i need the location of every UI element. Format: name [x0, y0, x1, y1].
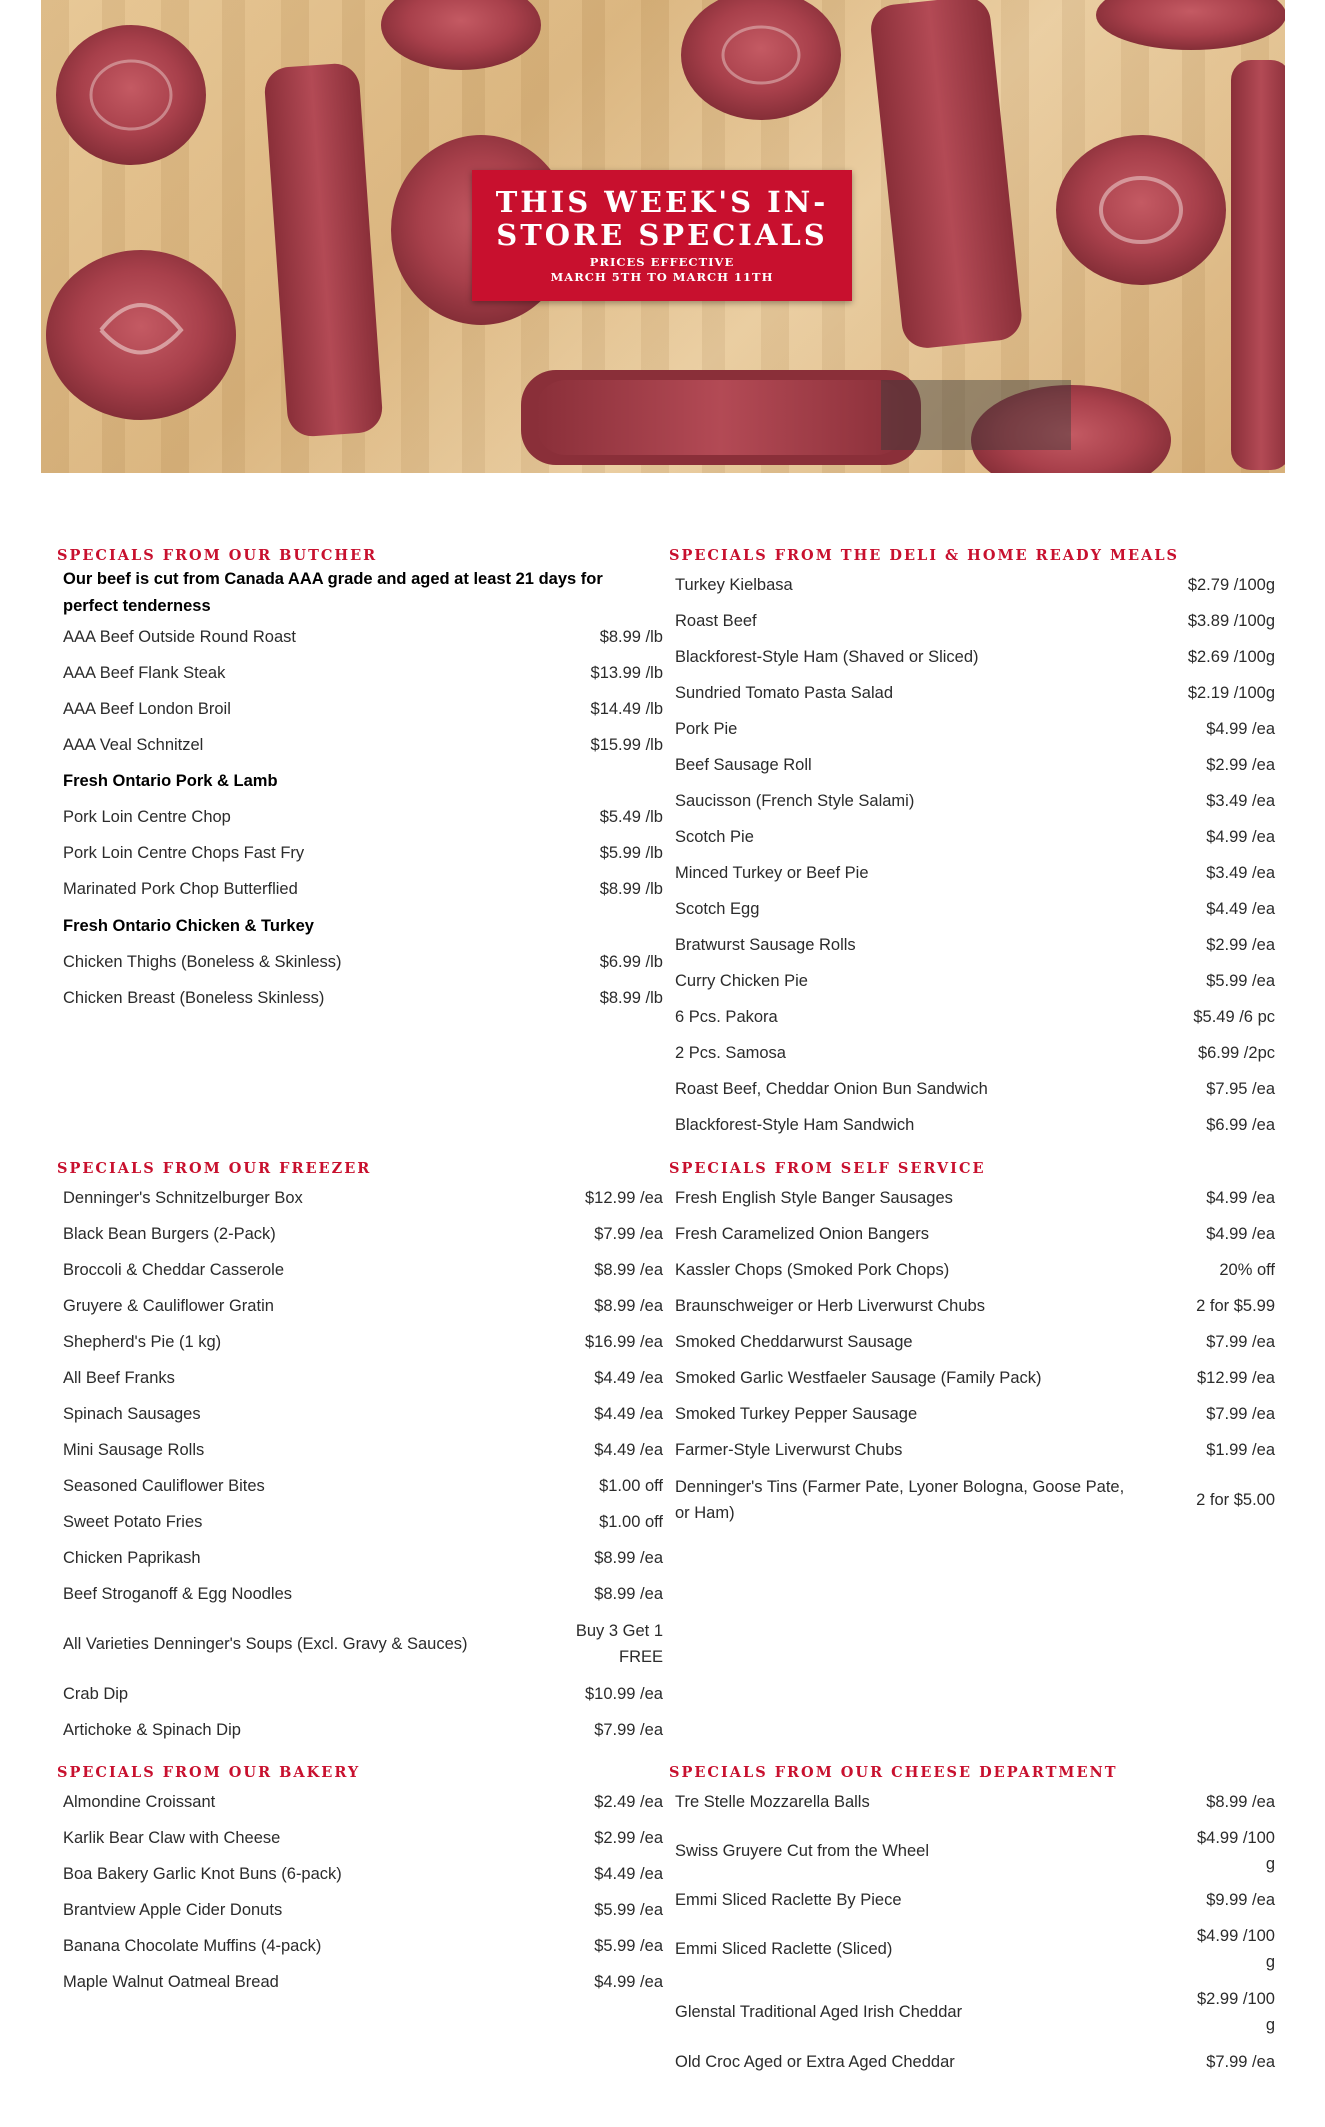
- item-price: $3.49 /ea: [1206, 864, 1275, 882]
- item-name: Boa Bakery Garlic Knot Buns (6-pack): [63, 1865, 342, 1883]
- item-name: Pork Loin Centre Chop: [63, 808, 231, 826]
- item-price: $4.99 /ea: [1206, 720, 1275, 738]
- item-price: $4.99 /ea: [1206, 828, 1275, 846]
- item-price: $14.49 /lb: [590, 700, 663, 718]
- price-line2: g: [1265, 1855, 1275, 1873]
- specials-title-banner: [472, 170, 852, 301]
- section-heading: SPECIALS FROM THE DELI & HOME READY MEALS: [669, 547, 1179, 564]
- item-name: Bratwurst Sausage Rolls: [675, 936, 856, 954]
- item-price: $5.99 /ea: [594, 1937, 663, 1955]
- item-price: $13.99 /lb: [590, 664, 663, 682]
- list-item: [57, 980, 663, 1016]
- item-price: 2 for $5.99: [1196, 1297, 1275, 1315]
- list-item: [57, 727, 663, 763]
- subheading-chicken-turkey: [57, 907, 663, 944]
- freezer-section: [57, 1158, 663, 1748]
- item-name: Beef Stroganoff & Egg Noodles: [63, 1585, 293, 1603]
- item-price: $4.49 /ea: [1206, 900, 1275, 918]
- item-price: $7.99 /ea: [594, 1721, 663, 1739]
- hero-sub-line2: MARCH 5TH TO MARCH 11TH: [550, 270, 774, 284]
- item-name: Smoked Garlic Westfaeler Sausage (Family Pack): [675, 1369, 1042, 1387]
- item-name: Saucisson (French Style Salami): [675, 792, 915, 810]
- list-item: [57, 619, 663, 655]
- hero-title-line2: STORE SPECIALS: [496, 218, 828, 252]
- item-price: $2.99 /ea: [1206, 756, 1275, 774]
- item-name: Braunschweiger or Herb Liverwurst Chubs: [675, 1297, 985, 1315]
- item-price: 20% off: [1219, 1261, 1275, 1279]
- list-item: [669, 639, 1275, 675]
- list-item: [57, 835, 663, 871]
- list-item: [669, 675, 1275, 711]
- item-price: $8.99 /ea: [594, 1585, 663, 1603]
- list-item: [669, 1107, 1275, 1143]
- item-name: Sweet Potato Fries: [63, 1513, 203, 1531]
- list-item: [669, 1980, 1275, 2044]
- item-price: $5.99 /ea: [1206, 972, 1275, 990]
- list-item: [57, 691, 663, 727]
- item-price: $5.49 /6 pc: [1193, 1008, 1275, 1026]
- list-item: [669, 891, 1275, 927]
- item-name: Brantview Apple Cider Donuts: [63, 1901, 283, 1919]
- item-price: [1197, 1986, 1275, 2038]
- price-line2: g: [1265, 2016, 1275, 2034]
- list-item: [669, 1882, 1275, 1918]
- price-line2: FREE: [618, 1648, 663, 1666]
- item-price: $5.99 /ea: [594, 1901, 663, 1919]
- item-name: Karlik Bear Claw with Cheese: [63, 1829, 281, 1847]
- item-price: $8.99 /lb: [599, 989, 663, 1007]
- item-name: AAA Beef London Broil: [63, 700, 231, 718]
- list-item: [669, 855, 1275, 891]
- hero-subtitle: [472, 255, 852, 285]
- hero-banner-image: [41, 0, 1285, 473]
- item-price: $8.99 /ea: [594, 1297, 663, 1315]
- item-name: Denninger's Schnitzelburger Box: [63, 1189, 303, 1207]
- bakery-section: [57, 1762, 663, 2000]
- list-item: [669, 1918, 1275, 1980]
- list-item: [57, 1676, 663, 1712]
- list-item: [669, 1071, 1275, 1107]
- item-name: Pork Loin Centre Chops Fast Fry: [63, 844, 305, 862]
- list-item: [669, 1820, 1275, 1882]
- item-price: $2.79 /100g: [1187, 576, 1275, 594]
- item-name: Kassler Chops (Smoked Pork Chops): [675, 1261, 950, 1279]
- section-heading: SPECIALS FROM OUR BAKERY: [57, 1764, 361, 1781]
- item-price: $5.49 /lb: [599, 808, 663, 826]
- item-price: [1197, 1825, 1275, 1877]
- item-price: $3.49 /ea: [1206, 792, 1275, 810]
- item-name: Farmer-Style Liverwurst Chubs: [675, 1441, 903, 1459]
- list-item: [57, 1892, 663, 1928]
- hero-title-line1: THIS WEEK'S IN-: [495, 185, 829, 219]
- item-price: $2.99 /ea: [594, 1829, 663, 1847]
- item-price: $6.99 /lb: [599, 953, 663, 971]
- list-item: [57, 1324, 663, 1360]
- item-name: Emmi Sliced Raclette By Piece: [675, 1891, 902, 1909]
- item-price: 2 for $5.00: [1196, 1491, 1275, 1509]
- item-name: Swiss Gruyere Cut from the Wheel: [675, 1842, 929, 1860]
- list-item: [669, 819, 1275, 855]
- list-item: [57, 944, 663, 980]
- cheese-section: [669, 1762, 1275, 2080]
- item-price: $5.99 /lb: [599, 844, 663, 862]
- item-name: Smoked Turkey Pepper Sausage: [675, 1405, 918, 1423]
- item-name: All Beef Franks: [63, 1369, 175, 1387]
- item-price: $4.49 /ea: [594, 1865, 663, 1883]
- list-item: [669, 1432, 1275, 1468]
- item-name: AAA Beef Flank Steak: [63, 664, 226, 682]
- section-heading: SPECIALS FROM OUR CHEESE DEPARTMENT: [669, 1764, 1118, 1781]
- list-item: [669, 567, 1275, 603]
- list-item: [57, 1432, 663, 1468]
- item-name: Banana Chocolate Muffins (4-pack): [63, 1937, 322, 1955]
- subheading-text: Fresh Ontario Pork & Lamb: [63, 772, 278, 790]
- list-item: [669, 1288, 1275, 1324]
- item-name: Sundried Tomato Pasta Salad: [675, 684, 894, 702]
- item-price: $7.95 /ea: [1206, 1080, 1275, 1098]
- list-item: [669, 927, 1275, 963]
- item-price: $1.00 off: [599, 1477, 663, 1495]
- list-item: [57, 1612, 663, 1676]
- list-item: [57, 1504, 663, 1540]
- item-price: $8.99 /ea: [594, 1549, 663, 1567]
- item-price: $4.99 /ea: [1206, 1189, 1275, 1207]
- item-name: Shepherd's Pie (1 kg): [63, 1333, 222, 1351]
- item-name: Turkey Kielbasa: [675, 576, 793, 594]
- item-name: Scotch Egg: [675, 900, 760, 918]
- item-price: $4.49 /ea: [594, 1369, 663, 1387]
- list-item: [57, 1288, 663, 1324]
- list-item: [669, 1784, 1275, 1820]
- list-item: [669, 963, 1275, 999]
- item-price: $8.99 /lb: [599, 880, 663, 898]
- item-name: Mini Sausage Rolls: [63, 1441, 205, 1459]
- item-price: $7.99 /ea: [1206, 2053, 1275, 2071]
- list-item: [57, 1360, 663, 1396]
- item-price: $8.99 /lb: [599, 628, 663, 646]
- item-price: $2.69 /100g: [1187, 648, 1275, 666]
- item-price: $6.99 /ea: [1206, 1116, 1275, 1134]
- section-heading: SPECIALS FROM SELF SERVICE: [669, 1160, 986, 1177]
- item-name: 6 Pcs. Pakora: [675, 1008, 778, 1026]
- item-name: Marinated Pork Chop Butterflied: [63, 880, 298, 898]
- section-heading: SPECIALS FROM OUR BUTCHER: [57, 547, 378, 564]
- item-name: Smoked Cheddarwurst Sausage: [675, 1333, 913, 1351]
- self-service-section: [669, 1158, 1275, 1532]
- item-price: $4.99 /ea: [594, 1973, 663, 1991]
- list-item: [57, 1784, 663, 1820]
- item-name: Chicken Thighs (Boneless & Skinless): [63, 953, 342, 971]
- list-item: [669, 999, 1275, 1035]
- list-item: [669, 1360, 1275, 1396]
- item-price: $1.00 off: [599, 1513, 663, 1531]
- item-price: $7.99 /ea: [594, 1225, 663, 1243]
- list-item: [57, 1468, 663, 1504]
- list-item: [57, 871, 663, 907]
- item-name: Crab Dip: [63, 1685, 129, 1703]
- item-price: [1197, 1923, 1275, 1975]
- item-price: $8.99 /ea: [1206, 1793, 1275, 1811]
- item-name: Almondine Croissant: [63, 1793, 216, 1811]
- name-line1: Denninger's Tins (Farmer Pate, Lyoner Bologna, Goose Pate,: [675, 1478, 1125, 1496]
- item-price: $10.99 /ea: [585, 1685, 663, 1703]
- item-name: Glenstal Traditional Aged Irish Cheddar: [675, 2003, 963, 2021]
- item-name: AAA Beef Outside Round Roast: [63, 628, 296, 646]
- item-price: $9.99 /ea: [1206, 1891, 1275, 1909]
- item-name: Maple Walnut Oatmeal Bread: [63, 1973, 279, 1991]
- list-item: [57, 655, 663, 691]
- item-price: $3.89 /100g: [1187, 612, 1275, 630]
- item-name: Old Croc Aged or Extra Aged Cheddar: [675, 2053, 955, 2071]
- item-name: Chicken Breast (Boneless Skinless): [63, 989, 325, 1007]
- item-price: $16.99 /ea: [585, 1333, 663, 1351]
- list-item: [57, 1180, 663, 1216]
- item-price: $4.99 /ea: [1206, 1225, 1275, 1243]
- price-line1: $4.99 /100: [1197, 1829, 1275, 1847]
- section-heading: SPECIALS FROM OUR FREEZER: [57, 1160, 372, 1177]
- price-line1: $4.99 /100: [1197, 1927, 1275, 1945]
- item-price: $12.99 /ea: [1197, 1369, 1275, 1387]
- item-name: Minced Turkey or Beef Pie: [675, 864, 869, 882]
- deli-section: [669, 545, 1275, 1143]
- list-item: [57, 1576, 663, 1612]
- item-price: $8.99 /ea: [594, 1261, 663, 1279]
- item-name: Seasoned Cauliflower Bites: [63, 1477, 265, 1495]
- list-item: [57, 1820, 663, 1856]
- subheading-text: Fresh Ontario Chicken & Turkey: [63, 916, 314, 935]
- item-price: $7.99 /ea: [1206, 1405, 1275, 1423]
- list-item: [57, 1216, 663, 1252]
- item-name: Scotch Pie: [675, 828, 754, 846]
- price-line1: Buy 3 Get 1: [575, 1622, 663, 1640]
- item-price: [576, 1618, 663, 1670]
- item-price: $15.99 /lb: [590, 736, 663, 754]
- item-name: Curry Chicken Pie: [675, 972, 808, 990]
- item-name: Spinach Sausages: [63, 1405, 201, 1423]
- list-item: [57, 1252, 663, 1288]
- list-item: [669, 1396, 1275, 1432]
- list-item: [669, 1216, 1275, 1252]
- list-item: [669, 783, 1275, 819]
- hero-title: [472, 186, 852, 252]
- list-item: [669, 747, 1275, 783]
- item-name: AAA Veal Schnitzel: [63, 736, 204, 754]
- list-item: [669, 1324, 1275, 1360]
- item-price: $6.99 /2pc: [1197, 1044, 1275, 1062]
- list-item: [669, 2044, 1275, 2080]
- list-item: [57, 1964, 663, 2000]
- item-name: Blackforest-Style Ham (Shaved or Sliced): [675, 648, 979, 666]
- item-price: $7.99 /ea: [1206, 1333, 1275, 1351]
- item-price: $2.99 /ea: [1206, 936, 1275, 954]
- item-name: 2 Pcs. Samosa: [675, 1044, 786, 1062]
- list-item: [669, 1252, 1275, 1288]
- item-price: $2.19 /100g: [1187, 684, 1275, 702]
- item-price: $12.99 /ea: [585, 1189, 663, 1207]
- item-name: Black Bean Burgers (2-Pack): [63, 1225, 276, 1243]
- item-price: $4.49 /ea: [594, 1405, 663, 1423]
- list-item: [57, 1540, 663, 1576]
- item-price: $1.99 /ea: [1206, 1441, 1275, 1459]
- list-item: [669, 1035, 1275, 1071]
- list-item: [57, 1396, 663, 1432]
- item-name: Chicken Paprikash: [63, 1549, 201, 1567]
- item-name: Broccoli & Cheddar Casserole: [63, 1261, 285, 1279]
- list-item: [669, 1180, 1275, 1216]
- subheading-pork-lamb: [57, 763, 663, 799]
- list-item: [57, 1712, 663, 1748]
- list-item: [57, 1856, 663, 1892]
- item-name: Pork Pie: [675, 720, 738, 738]
- list-item: [669, 711, 1275, 747]
- name-line2: or Ham): [675, 1504, 735, 1522]
- note-text: Our beef is cut from Canada AAA grade and aged at least 21 days for perfect tenderness: [63, 570, 603, 615]
- item-name: Tre Stelle Mozzarella Balls: [675, 1793, 870, 1811]
- item-name: Roast Beef: [675, 612, 757, 630]
- item-name: Beef Sausage Roll: [675, 756, 812, 774]
- price-line1: $2.99 /100: [1197, 1990, 1275, 2008]
- list-item: [57, 799, 663, 835]
- item-name: Roast Beef, Cheddar Onion Bun Sandwich: [675, 1080, 988, 1098]
- item-name: All Varieties Denninger's Soups (Excl. Gravy & Sauces): [63, 1635, 468, 1653]
- item-price: $2.49 /ea: [594, 1793, 663, 1811]
- item-name: Fresh English Style Banger Sausages: [675, 1189, 953, 1207]
- list-item: [57, 1928, 663, 1964]
- list-item: [669, 1468, 1275, 1532]
- butcher-note: [57, 567, 663, 619]
- item-name: [675, 1474, 1196, 1526]
- item-name: Blackforest-Style Ham Sandwich: [675, 1116, 915, 1134]
- butcher-section: [57, 545, 663, 1016]
- list-item: [669, 603, 1275, 639]
- item-name: Gruyere & Cauliflower Gratin: [63, 1297, 274, 1315]
- item-name: Artichoke & Spinach Dip: [63, 1721, 241, 1739]
- hero-sub-line1: PRICES EFFECTIVE: [589, 255, 735, 269]
- price-line2: g: [1265, 1953, 1275, 1971]
- item-price: $4.49 /ea: [594, 1441, 663, 1459]
- item-name: Fresh Caramelized Onion Bangers: [675, 1225, 930, 1243]
- item-name: Emmi Sliced Raclette (Sliced): [675, 1940, 893, 1958]
